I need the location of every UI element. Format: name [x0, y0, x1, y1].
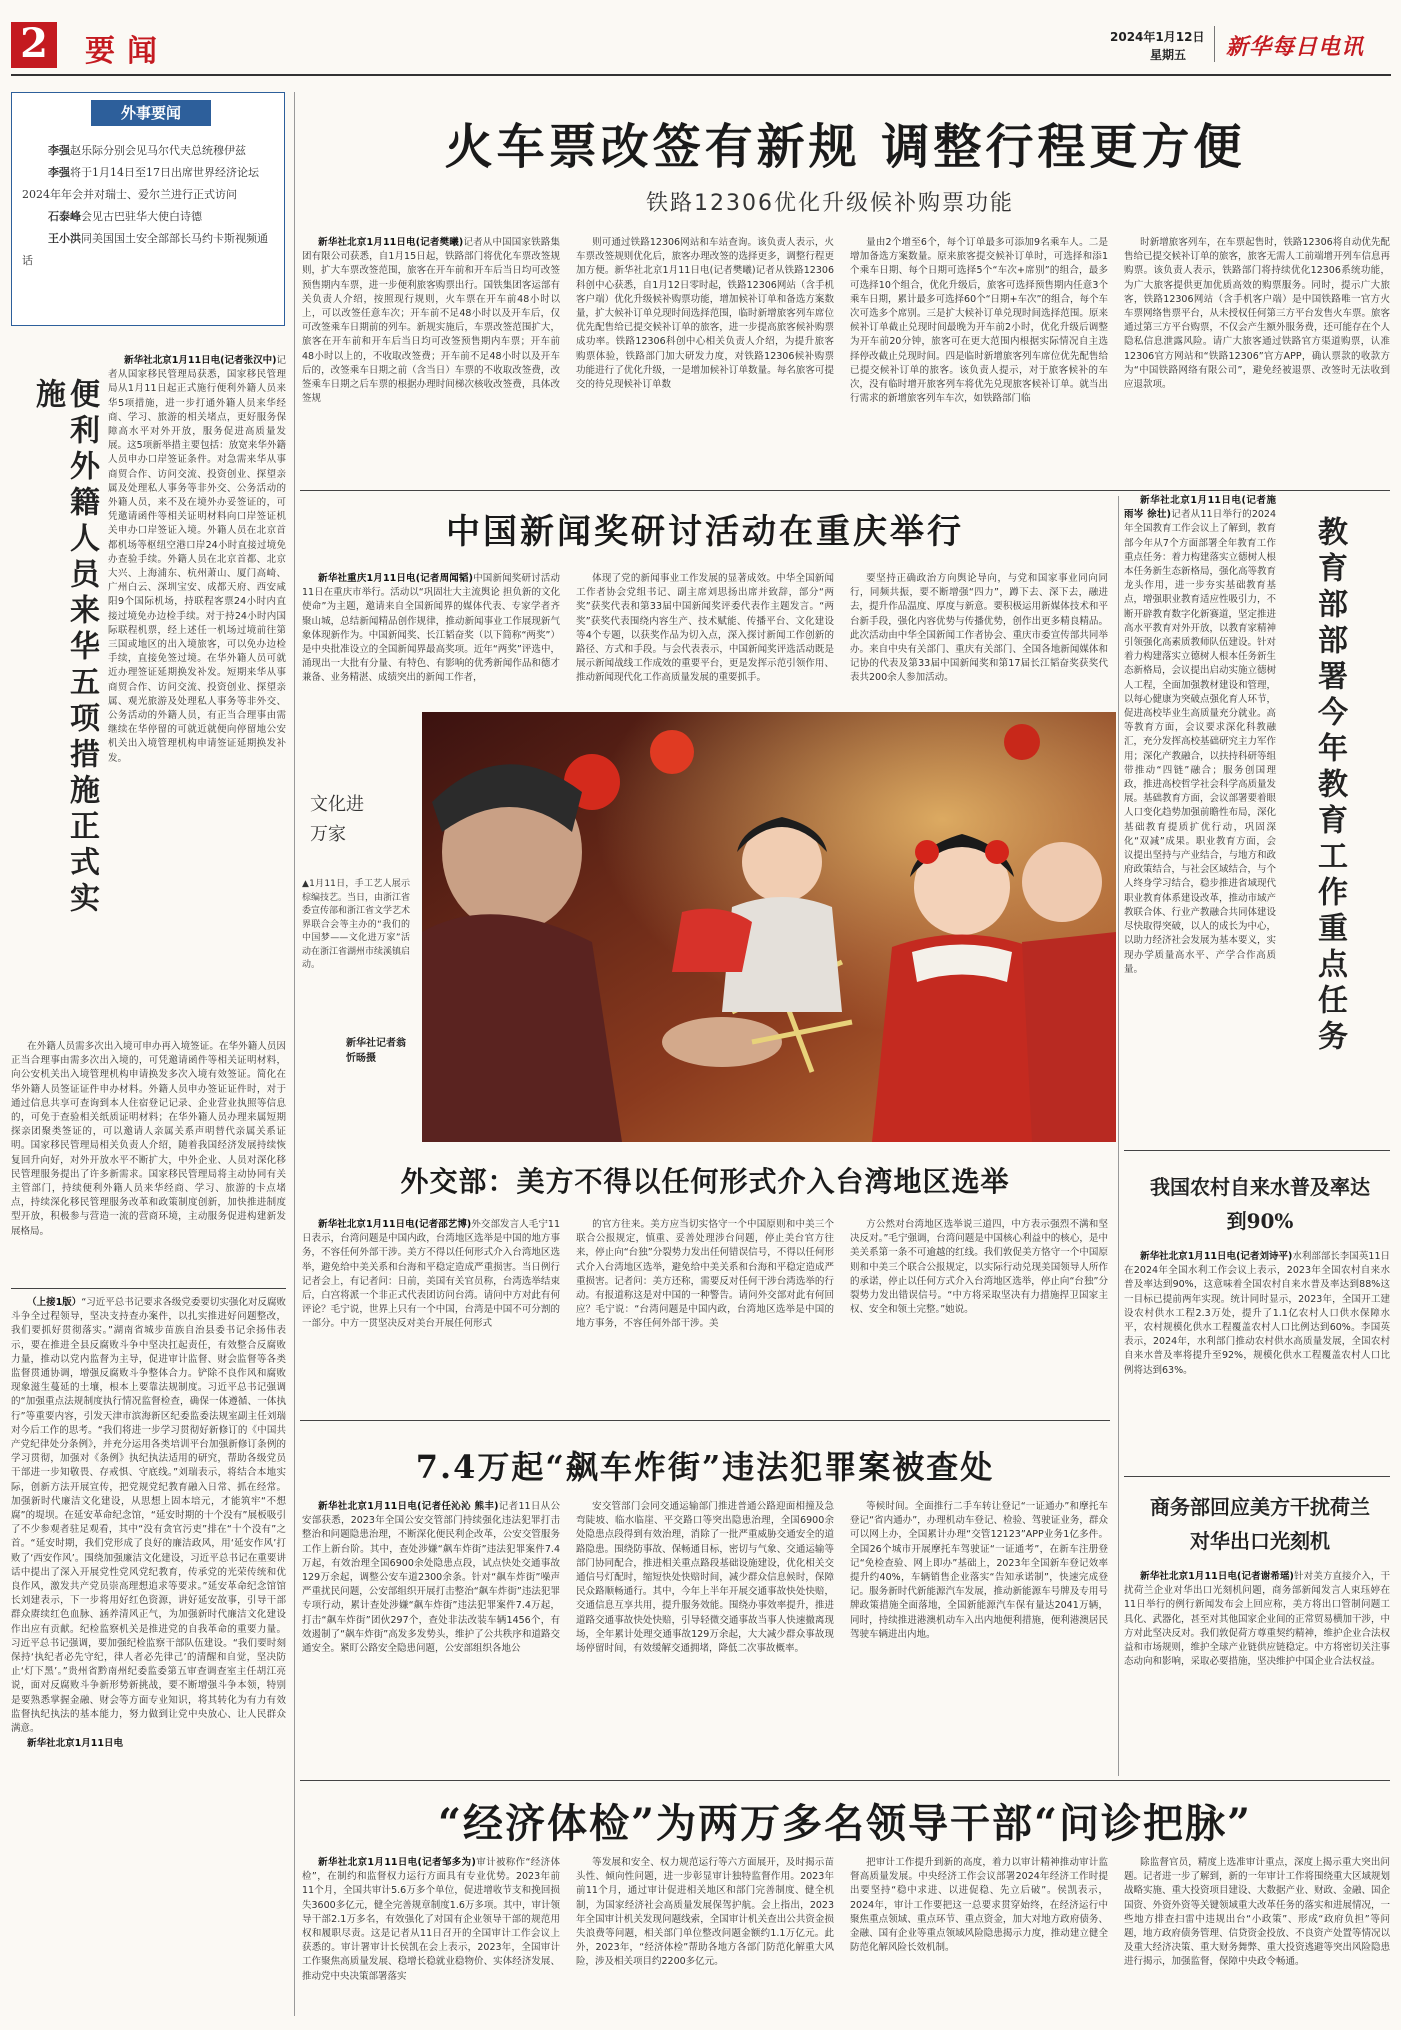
economy-col-1: 新华社北京1月11日电(记者邹多为)审计被称作“经济体检”，在制约和监督权力运行方面具有专业优势。2023年前11个月，全国共审计5.6万多个单位，促进增收节支和挽回损失3600多亿元，健全完善规章制度1.6万多项。其中，审计领导干部2.1万多名，有效强化了对国有企业领导干部的规范用权和履职尽责。这是记者从11日召开的全国审计工作会议上获悉的。审计署审计长侯凯在会上表示，2023年，全国审计工作聚焦高质量发展、稳增长稳就业稳物价、实体经济发展、推动党中央决策部署落实: [302, 1857, 560, 1982]
journalism-col-3: 要坚持正确政治方向舆论导向，与党和国家事业同向同行，同频共振，要不断增强“四力”，蹲下去、深下去，融进去，提升作品温度、厚度与新意。要积极运用新媒体技术和平台新手段，强化内容优势与传播优势，创作出更多精良精品。此次活动由中华全国新闻工作者协会、重庆市委宣传部共同举办。来自中央有关部门、重庆有关部门、全国各地新闻媒体和记协的代表及第33届中国新闻奖和第17届长江韬奋奖获奖代表共200余人参加活动。: [850, 573, 1108, 684]
party-body: （上接1版）“习近平总书记要求各级党委要切实强化对反腐败斗争全过程领导，坚决支持查办案件，以扎实推进好问题整改，我们要抓好贯彻落实。”湖南省城步苗族自治县委书记余扬伟表示，要在推进全县反腐败斗争中坚决扛起责任，有效整合反腐败力量，推动以党内监督为主导，促进审计监督、财会监督等各类监督贯通协调，增强反腐败斗争整体合力。铲除不良作风和腐败现象滋生蔓延的土壤，根本上要靠法规制度。习近平总书记强调的“加强重点法规制度执行情况监督检查，确保一体遵循、一体执行”等重要内容，引发天津市滨海新区纪委监委法规室副主任刘瑞对今后工作的思考。“我们将进一步学习贯彻好新修订的《中国共产党纪律处分条例》，并充分运用各类培训平台加强新修订条例的学习贯彻，加强对《条例》执纪执法适用的研究，帮助各级党员干部进一步知敬畏、存戒惧、守底线。”刘瑞表示，将结合本地实际，创新方法开展宣传，把党规党纪教育融入日常、抓在经常。加强新时代廉洁文化建设，从思想上固本培元，才能筑牢“不想腐”的堤坝。在延安革命纪念馆，“延安时期的十个没有”展板吸引了不少参观者驻足观看，其中“没有贪官污吏”排在“十个没有”之首。“延安时期，我们党形成了良好的廉洁政风，用‘延安作风’打败了‘西安作风’。围绕加强廉洁文化建设，习近平总书记在重要讲话中提出了深入开展党性党风党纪教育，传承党的光荣传统和优良作风，激发共产党员崇高理想追求等要求。”延安革命纪念馆馆长刘建表示，下一步将用好红色资源，讲好延安故事，引导干部群众赓续红色血脉、涵养清风正气，为加强新时代廉洁文化建设作出应有贡献。纪检监察机关是推进党的自我革命的重要力量。习近平总书记强调，要加强纪检监察干部队伍建设。“我们要时刻保持‘执纪者必先守纪，律人者必先律己’的清醒和自觉，坚决防止‘灯下黑’。”贵州省黔南州纪委监委第五审查调查室主任胡江亮说，面对反腐败斗争新形势新挑战，要不断增强斗争本领，特别是要熟悉掌握金融、财会等方面专业知识，将其转化为有力有效监督执纪执法的基本能力，努力做到让党中央放心、让人民群众满意。 新华社北京1月11日电: [11, 1297, 286, 1750]
taiwan-bottom-rule: [300, 1420, 1110, 1421]
economy-top-rule: [300, 1780, 1390, 1781]
taiwan-col-1: 新华社北京1月11日电(记者邵艺博)外交部发言人毛宁11日表示，台湾问题是中国内政，台湾地区选举是中国的地方事务，不容任何外部干涉。美方不得以任何形式介入台湾地区选举，避免给中美关系和台海和平稳定造成严重损害。当日例行记者会上，有记者问：日前，美国有关官员称，台湾选举结束后，白宫将派一个非正式代表团访问台湾。请问中方对此有何评论？毛宁说，世界上只有一个中国，台湾是中国不可分割的一部分。中方一贯坚决反对美台开展任何形式: [302, 1219, 560, 1330]
journalism-col-2: 体现了党的新闻事业工作发展的显著成效。中华全国新闻工作者协会党组书记、副主席刘思扬出席并致辞，部分“两奖”获奖代表和第33届中国新闻奖评委代表作主题发言。“两奖”获奖代表围绕内容生产、技术赋能、传播平台、文化建设等4个专题，以获奖作品为切入点，深入探讨新闻工作创新的路径、方式和手段。与会代表表示，中国新闻奖评选活动既是展示新闻战线工作成效的重要平台，更是发挥示范引领作用、推动新闻现代化工作高质量发展的重要抓手。: [576, 573, 834, 684]
masthead-divider: [1214, 26, 1215, 62]
photo-credit: 新华社记者翁忻旸摄: [346, 1038, 406, 1064]
train-col-1: 新华社北京1月11日电(记者樊曦)记者从中国国家铁路集团有限公司获悉，自1月15日起，铁路部门将优化车票改签规则，扩大车票改签范围，旅客在开车前和开车后当日均可改签预售期内车票，进一步便利旅客购票出行。国铁集团客运部有关负责人介绍，按照现行规则，火车票在开车前48小时以上，可以改签任意车次；开车前不足48小时以及开车后，仅可改签乘车日期前的列车。新规实施后，车票改签范围扩大，旅客在开车前和开车后当日均可改签预售期内车票；开车前48小时以上的，不收取改签费；开车前不足48小时以及开车后的，改签乘车日期之前（含当日）车票的不收取改签费，改签乘车日期之后车票的根据办理时间梯次核收改签费，具体改签规: [302, 237, 560, 405]
commerce-body: 新华社北京1月11日电(记者谢希瑶)针对美方直接介入，干扰荷兰企业对华出口光刻机问题，商务部新闻发言人束珏婷在11日举行的例行新闻发布会上回应称，美方将出口管制问题工具化、武器化，甚至对其他国家企业间的正常贸易横加干涉，中方对此坚决反对。我们敦促荷方尊重契约精神，维护企业合法权益和市场规则，维护全球产业链供应链稳定。中方将密切关注事态动向和影响，采取必要措施，坚决维护中国企业合法权益。: [1124, 1571, 1390, 1668]
train-col-3: 量由2个增至6个，每个订单最多可添加9名乘车人。二是增加备选方案数量。原来旅客提交候补订单时，可选择和添1个乘车日期、每个日期可选择5个“车次+席别”的组合，最多可选择10个组合，优化升级后，旅客可选择预售期内任意3个乘车日期，累计最多可选择60个“日期+车次”的组合，每个车次可选多个席别。三是扩大候补订单兑现时间选择范围。原来候补订单截止兑现时间最晚为开车前2小时，优化升级后调整为开车前20分钟，旅客可在更大范围内根据实际情况自主选择停改截止兑现时间。四是临时新增旅客列车席位优先配售给已提交候补订单的旅客。该负责人提示，对于旅客候补的车次，没有临时增开旅客列车将优先兑现旅客候补订单。就当出行需求的新增旅客列车车次，如铁路部门临: [850, 237, 1108, 405]
feature-photo: [422, 712, 1116, 1142]
education-body: 新华社北京1月11日电(记者施雨岑 徐壮)记者从11日举行的2024年全国教育工作会议上了解到，教育部今年从7个方面部署全年教育工作重点任务：着力构建落实立德树人根本任务新生态新格局，强化高等教育龙头作用，进一步夯实基础教育基点，增强职业教育适应性吸引力，不断开辟教育数字化新赛道，坚定推进高水平教育对外开放，以教育家精神引领强化高素质教师队伍建设。针对着力构建落实立德树人根本任务新生态新格局，会议提出启动实施立德树人工程，全面加强教材建设和管理，以每心健康为突破点强化育人环节，促进高校毕业生高质量充分就业。高等教育方面，会议要求深化科教融汇，充分发挥高校基础研究主力军作用；深化产教融合，以扶持科研等组带推动“四链”融合；服务创国理政，推进高校哲学社会科学高质量发展。基础教育方面，会议部署要着眼人口变化趋势加强前瞻性布局，深化基础教育提质扩优行动，巩固深化“双减”成果。职业教育方面，会议提出坚持与产业结合，与地方和政府政策结合，与社会区域结合，与个人终身学习结合，稳步推进省域现代职业教育体系建设改革，推动市域产教联合体、行业产教融合共同体建设尽快取得突破，以人的成长为中心，以助力经济社会发展为基本要义，实现办学质量高水平、产学合作高质量。: [1124, 495, 1276, 975]
left-vertical-rule: [294, 92, 295, 2016]
water-headline: 我国农村自来水普及率达到90%: [1150, 1175, 1370, 1233]
sidebar-list: [22, 140, 272, 272]
economy-col-3: 把审计工作提升到新的高度，着力以审计精神推动审计监督高质量发展。中央经济工作会议部署2024年经济工作时提出要坚持“稳中求进、以进促稳、先立后破”。侯凯表示，2024年，审计工作要把这一总要求贯穿始终，在经济运行中聚焦重点领域、重点环节、重点资金，加大对地方政府债务、金融、国有企业等重点领域风险隐患揭示力度，推动建立健全防范化解风险长效机制。: [850, 1857, 1108, 1954]
racing-col-1: 新华社北京1月11日电(记者任沁沁 熊丰)记者11日从公安部获悉，2023年全国公安交管部门持续强化违法犯罪打击整治和问题隐患治理，不断深化便民利企改革，公安交管服务工作上新台阶。其中，查处涉嫌“飙车炸街”违法犯罪案件7.4万起，有效治理全国6900余处隐患点段，试点快处交通事故129万余起，调整公安车道2300余条。针对“飙车炸街”噪声严重扰民问题，公安部组织开展打击整治“飙车炸街”违法犯罪专项行动，累计查处涉嫌“飙车炸街”违法犯罪案件7.4万起，打击“飙车炸街”团伙297个，查处非法改装车辆1456个，有效遏制了“飙车炸街”高发多发势头，维护了公共秩序和道路交通安全。紧盯公路安全隐患问题，公安部组织各地公: [302, 1501, 560, 1655]
racing-col-2: 安交管部门会同交通运输部门推进普通公路迎面相撞及急弯陡坡、临水临崖、平交路口等突出隐患治理，全国6900余处隐患点段得到有效治理，消除了一批严重威胁交通安全的道路隐患。围绕防事故、保畅通目标，密切与气象、交通运输等部门协同配合，推进相关重点路段基础设施建设，优化相关交通信号灯配时，缩短快处快赔时间，减少群众信息候时，保障民众路顺畅通行。其中，今年上半年开展交通事故快处快赔，交通信息互享共用，提升服务效能。围绕办事效率提升，推进道路交通事故快处快赔，引导轻微交通事故当事人快速撤离现场，全年累计处理交通事故129万余起，大大减少群众事故现场停留时间，有效缓解交通拥堵，降低二次事故概率。: [576, 1501, 834, 1655]
issue-date: 2024年1月12日: [1110, 30, 1205, 44]
train-col-4: 时新增旅客列车，在车票起售时，铁路12306将自动优先配售给已提交候补订单的旅客，旅客无需人工前端增开列车信息再购票。该负责人表示，铁路部门将持续优化12306系统功能，为广大旅客提供更加优质高效的购票服务。同时，提示广大旅客，铁路12306网站（含手机客户端）是中国铁路唯一官方火车票网络售票平台，从未授权任何第三方平台发售火车票。旅客通过第三方平台购票，不仅会产生额外服务费，还可能存在个人隐私信息泄露风险。请广大旅客通过铁路官方渠道购票，认准12306官方网站和“铁路12306”官方APP，确认票款的收款方为“中国铁路网络有限公司”，避免经被退票、改签时无法收到应退款项。: [1124, 237, 1390, 391]
sidebar-item[interactable]: 李强将于1月14日至17日出席世界经济论坛2024年年会并对瑞士、爱尔兰进行正式访问: [22, 166, 259, 201]
economy-headline: “经济体检”为两万多名领导干部“问诊把脉”: [437, 1800, 1253, 1847]
foreigners-headline: 便利外籍人员来华五项措施正式实施: [30, 378, 99, 918]
left-col-divider: [11, 1288, 286, 1289]
journalism-headline: 中国新闻奖研讨活动在重庆举行: [446, 512, 964, 552]
photo-title: 文化进万家: [310, 794, 364, 845]
journalism-col-1: 新华社重庆1月11日电(记者周闻韬)中国新闻奖研讨活动11日在重庆市举行。活动以“巩固壮大主流舆论 担负新的文化使命”为主题，邀请来自全国新闻界的媒体代表、专家学者齐聚山城，总结新闻精品创作规律，推动新闻事业工作展现新气象体现新作为。中国新闻奖、长江韬奋奖（以下简称“两奖”）是中央批准设立的全国新闻界最高奖项。近年“两奖”评选中，涌现出一大批有分量、有特色、有影响的优秀新闻作品和德才兼备、业务精湛、成绩突出的新闻工作者，: [302, 573, 560, 684]
taiwan-col-3: 方公然对台湾地区选举说三道四，中方表示强烈不满和坚决反对。”毛宁强调，台湾问题是中国核心利益中的核心，是中美关系第一条不可逾越的红线。我们敦促美方恪守一个中国原则和中美三个联合公报规定，以实际行动兑现美国领导人所作的承诺，停止以任何方式介入台湾地区选举，停止向“台独”分裂势力发出错误信号。“中方将采取坚决有力措施捍卫国家主权、安全和领土完整。”她说。: [850, 1219, 1108, 1316]
train-subhead: 铁路12306优化升级候补购票功能: [646, 191, 1014, 216]
paper-name-logo: 新华每日电讯: [1226, 34, 1365, 60]
taiwan-headline: 外交部：美方不得以任何形式介入台湾地区选举: [400, 1165, 1010, 1198]
sidebar-item[interactable]: 王小洪同美国国土安全部部长马约卡斯视频通话: [22, 232, 268, 267]
foreigners-body-a: 新华社北京1月11日电(记者张汉中)记者从国家移民管理局获悉，国家移民管理局从1月11日起正式施行便利外籍人员来华5项措施，进一步打通外籍人员来华经商、学习、旅游的相关堵点，更好服务保障高水平对外开放，服务促进高质量发展。这5项新举措主要包括：放宽来华外籍人员申办口岸签证条件。对急需来华从事商贸合作、访问交流、投资创业、探望亲属及处理私人事务等非外交、公务活动的外籍人员，来不及在境外办妥签证的，可凭邀请函件等相关证明材料向口岸签证机关申办口岸签证入境。外籍人员在北京首都机场等枢纽空港口岸24小时直接过境免办查验手续。外籍人员在北京首都、北京大兴、上海浦东、杭州萧山、厦门高崎、广州白云、深圳宝安、成都天府、西安咸阳9个国际机场，持联程客票24小时内直接过境免办边检手续。对于持24小时内国际联程机票，经上述任一机场过境前往第三国或地区的出入境旅客，可以免办边检手续，直接免签过境。在华外籍人员可就近办理签证延期换发补发。短期来华从事商贸合作、访问交流、投资创业、探望亲属、观光旅游及处理私人事务等非外交、公务活动的外籍人员，有正当合理事由需继续在华停留的可就近就便向停留地公安机关出入境管理机构申请签证延期换发补发。: [108, 355, 286, 764]
water-body: 新华社北京1月11日电(记者刘诗平)水利部部长李国英11日在2024年全国水利工作会议上表示，2023年全国农村自来水普及率达到90%，这意味着全国农村自来水普及率达到88%这一目标已提前两年实现。统计同时显示，2023年，全国开工建设农村供水工程2.3万处，提升了1.1亿农村人口供水保障水平，农村规模化供水工程覆盖农村人口比例达到60%。李国英表示，2024年，水利部门推动农村供水高质量发展，全国农村自来水普及率将提升至92%，规模化供水工程覆盖农村人口比例将达到63%。: [1124, 1251, 1390, 1376]
water-bottom-rule: [1124, 1476, 1390, 1477]
sidebar-item[interactable]: 李强赵乐际分别会见马尔代夫总统穆伊兹: [48, 144, 246, 157]
photo-caption: ▲1月11日，手工艺人展示棕编技艺。当日，由浙江省委宣传部和浙江省文学艺术界联合会等主办的“我们的中国梦——文化进万家”活动在浙江省湖州市续溪镇启动。: [302, 879, 410, 970]
train-bottom-rule: [300, 490, 1390, 491]
sidebar-label: 外事要闻: [91, 100, 211, 126]
section-title: 要闻: [85, 34, 169, 69]
right-vertical-rule: [1118, 496, 1119, 1776]
train-headline: 火车票改签有新规 调整行程更方便: [444, 119, 1246, 175]
racing-headline: 7.4万起“飙车炸街”违法犯罪案被查处: [415, 1448, 995, 1486]
economy-col-4: 除监督官员，精度上选准审计重点，深度上揭示重大突出问题。记者进一步了解到，新的一年审计工作将围绕重大区域规划战略实施、重大投资项目建设、大数据产业、财政、金融、国企国资、外资外资等关键领域重大改革任务的落实和进展情况，一些地方排查扫雷中违规出台“小政策”、形成“政府负担”等问题，地方政府债务管理、信贷资金投放、不良资产处置等情况以及重大经济决策、重大财务舞弊、重大投资逃避等突出风险隐患进行揭示，加强监督，保障中央政令畅通。: [1124, 1857, 1390, 1968]
education-headline: 教育部部署今年教育工作重点任务: [1312, 516, 1347, 1056]
page-number: 2: [20, 20, 48, 67]
sidebar-item[interactable]: 石泰峰会见古巴驻华大使白诗德: [48, 210, 202, 223]
foreigners-body-b: 在外籍人员需多次出入境可申办再入境签证。在华外籍人员因正当合理事由需多次出入境的，可凭邀请函件等相关证明材料，向公安机关出入境管理机构申请换发多次入境有效签证。简化在华外籍人员签证证件申办材料。外籍人员申办签证证件时，对于通过信息共享可查询到本人住宿登记记录、企业营业执照等信息的，可免于查验相关纸质证明材料；在华外籍人员办理来属短期探亲团聚类签证的，可以邀请人亲属关系声明替代亲属关系证明。国家移民管理局相关负责人介绍，随着我国经济发展持续恢复回升向好，对外开放水平不断扩大，中外企业、人员对深化移民管理服务提出了许多新需求。国家移民管理局将主动协同有关主管部门，持续便利外籍人员来华经商、学习、旅游的卡点堵点，持续深化移民管理服务改革和政策制度创新，加快推进制度型开放，积极参与营造一流的营商环境，主动服务促进构建新发展格局。: [11, 1041, 286, 1237]
train-col-2: 则可通过铁路12306网站和车站查询。该负责人表示，火车票改签规则优化后，旅客办理改签的选择更多，调整行程更加方便。新华社北京1月11日电(记者樊曦)记者从铁路12306科创中心获悉，自1月12日零时起，铁路12306网站（含手机客户端）优化升级候补购票功能，增加候补订单和备选方案数量，扩大候补订单兑现时间选择范围，临时新增旅客列车席位优先配售给已提交候补订单的旅客，进一步提高旅客候补购票成功率。铁路12306科创中心相关负责人介绍，为提升旅客购票体验，铁路部门加大研发力度，对铁路12306候补购票功能进行了优化升级，一是增加候补订单数量。每名旅客可提交的待兑现候补订单数: [576, 237, 834, 391]
racing-col-3: 等候时间。全面推行二手车转让登记“一证通办”和摩托车登记“省内通办”，办理机动车登记、检验、驾驶证业务，群众可以网上办，全国累计办理“交管12123”APP业务1亿多件。全国26个城市开展摩托车驾驶证“一证通考”，在新车注册登记“免检查验、网上即办”基础上，2023年全国新车登记效率提升约40%，车辆销售企业落实“告知承诺制”，快速完成登记。服务新时代新能源汽车发展，推动新能源车号牌及专用号牌政策措施全面落地，全国新能源汽车保有量达2041万辆，同时，持续推进港澳机动车入出内地便利措施，便利港澳居民驾驶车辆进出内地。: [850, 1501, 1108, 1640]
photo-illustration: [422, 712, 1116, 1142]
economy-col-2: 等发展和安全、权力规范运行等六方面展开，及时揭示苗头性、倾向性问题，进一步彰显审计独特监督作用。2023年前11个月，通过审计促进相关地区和部门完善制度、健全机制，为国家经济社会高质量发展保驾护航。会上指出，2023年全国审计机关发现问题线索，全国审计机关查出公共资金损失浪费等问题，相关部门单位整改问题金额约1.1万亿元。此外，2023年，“经济体检”帮助各地方各部门防范化解重大风险，涉及相关项目约2200多亿元。: [576, 1857, 834, 1968]
taiwan-col-2: 的官方往来。美方应当切实恪守一个中国原则和中美三个联合公报规定，慎重、妥善处理涉台问题，停止美台官方往来，停止向“台独”分裂势力发出任何错误信号，不得以任何形式介入台湾地区选举，避免给中美关系和台海和平稳定造成严重损害。记者问：美方还称，需要反对任何干涉台湾选举的行动。有报道称这是对中国的一种警告。请问外交部对此有何回应？毛宁说：“台湾问题是中国内政，台湾地区选举是中国的地方事务，不容任何外部干涉。美: [576, 1219, 834, 1330]
issue-weekday: 星期五: [1150, 48, 1187, 62]
commerce-headline: 商务部回应美方干扰荷兰对华出口光刻机: [1150, 1495, 1370, 1553]
education-bottom-rule: [1124, 1150, 1390, 1151]
masthead-rule: [11, 74, 1391, 76]
